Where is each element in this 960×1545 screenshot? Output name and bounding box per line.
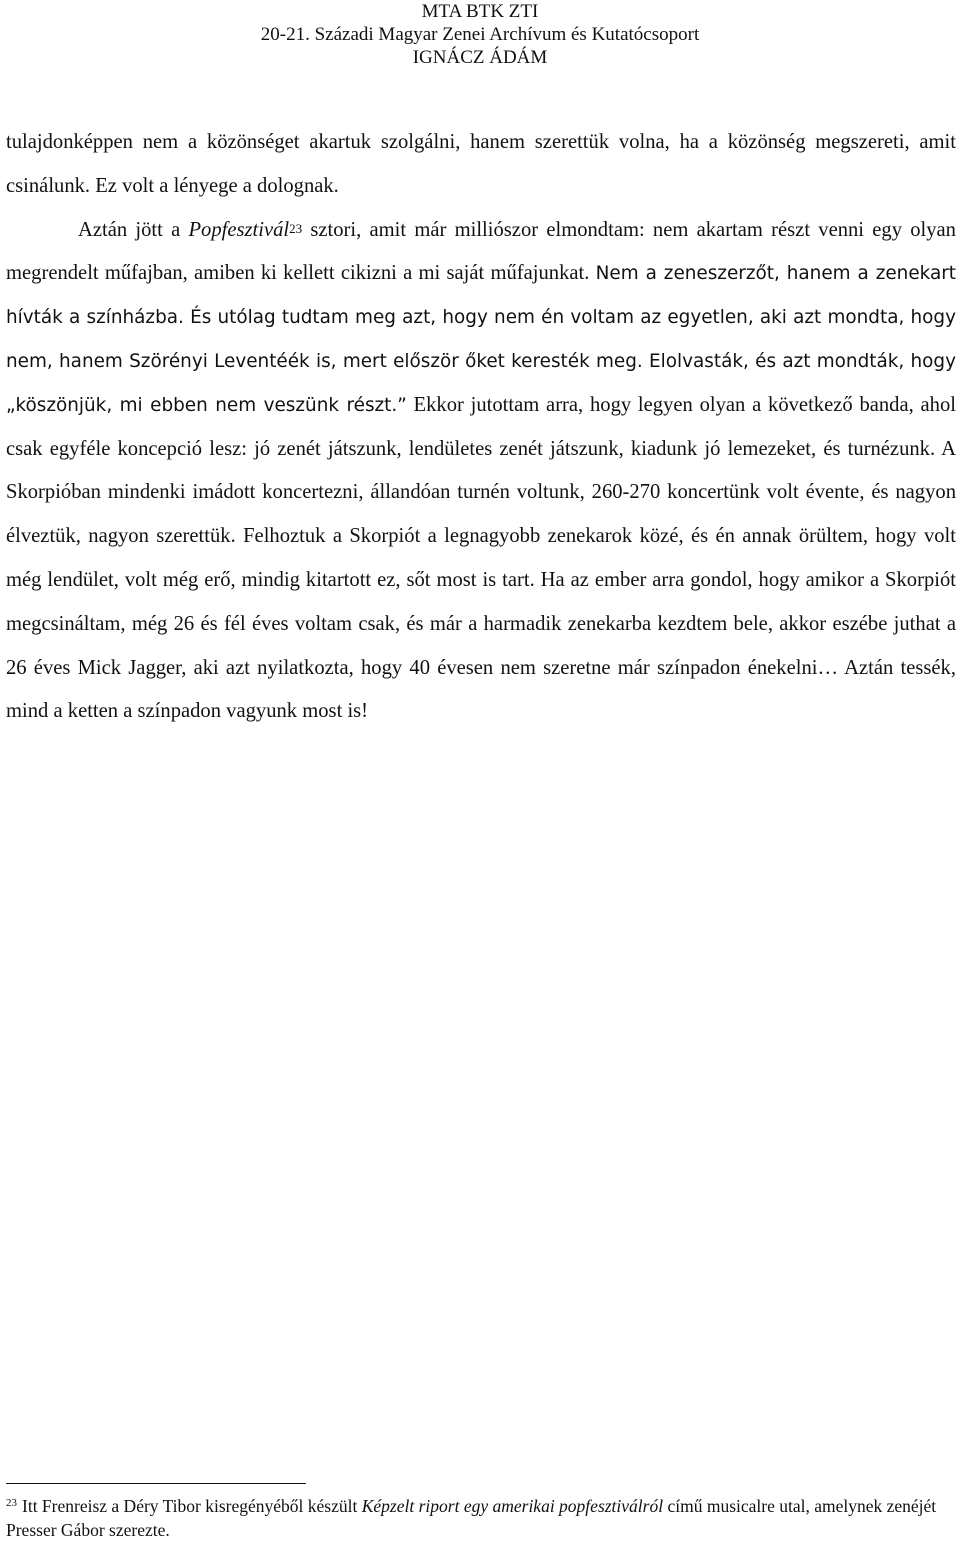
footnote-text-b: című musicalre utal, amelynek zenéjét Presser Gábor szerezte. xyxy=(6,1496,937,1540)
p2-text-e: Elolvasták, és azt mondták, hogy „köszönjük, mi ebben nem veszünk részt.” xyxy=(6,350,956,416)
footnote-reference: 23 xyxy=(289,220,303,236)
header-institution: MTA BTK ZTI xyxy=(421,1,539,22)
p2-text-b: sztori, amit már milliószor elmondtam: nem akartam részt venni egy olyan megrendelt műfajban, amiben ki kellett cikizni a mi saját műfajunkat. xyxy=(6,218,956,285)
footnote xyxy=(6,1494,956,1542)
interview-text xyxy=(6,121,956,734)
footnote-divider xyxy=(6,1483,306,1484)
p2-text-d: És utólag tudtam meg azt, hogy nem én voltam az egyetlen, aki azt mondta, hogy nem, hanem Szörényi Leventéék is, mert először őket keresték meg. xyxy=(6,307,956,372)
p2-intro: Aztán jött a xyxy=(78,218,189,241)
p2-text-f: Ekkor jutottam arra, hogy legyen olyan a következő banda, ahol csak egyféle koncepció lesz: jó zenét játszunk, lendületes zenét játszunk, kiadunk jó lemezeket, és turnézunk. xyxy=(6,393,956,460)
paragraph-1: tulajdonképpen nem a közönséget akartuk szolgálni, hanem szerettük volna, ha a közönség megszereti, amit csinálunk. Ez volt a lényege a dolognak. xyxy=(6,131,956,197)
paragraph-2 xyxy=(6,209,956,735)
header-archive: 20-21. Századi Magyar Zenei Archívum és Kutatócsoport xyxy=(260,24,700,45)
p2-text-g: A Skorpióban mindenki imádott koncertezni, állandóan turnén voltunk, 260-270 koncertünk volt évente, és nagyon élveztük, nagyon szerettük. Felhoztuk a Skorpiót a legnagyobb zenekarok közé, és én annak örültem, hogy volt még lendület, volt még erő, mindig kitartott ez, sőt most is tart. Ha az ember arra gondol, hogy amikor a Skorpiót megcsináltam, még 26 és fél éves voltam csak, és már a harmadik zenekarba kezdtem bele, akkor eszébe juthat a 26 éves Mick Jagger, aki azt nyilatkozta, hogy 40 évesen nem szeretne már színpadon énekelni… Aztán tessék, mind a ketten a színpadon vagyunk most is! xyxy=(6,437,957,723)
popfesztival-title: Popfesztivál xyxy=(188,218,290,241)
footnote-work-title: Képzelt riport egy amerikai popfesztiválról xyxy=(361,1496,664,1516)
footnote-number: 23 xyxy=(6,1497,17,1509)
p2-text-c: Nem a zeneszerzőt, hanem a zenekart hívták a színházba. xyxy=(6,263,956,329)
footnote-text-a: Itt Frenreisz a Déry Tibor kisregényéből készült xyxy=(22,1496,362,1516)
page-header xyxy=(0,0,960,69)
header-author: IGNÁCZ ÁDÁM xyxy=(412,47,548,68)
